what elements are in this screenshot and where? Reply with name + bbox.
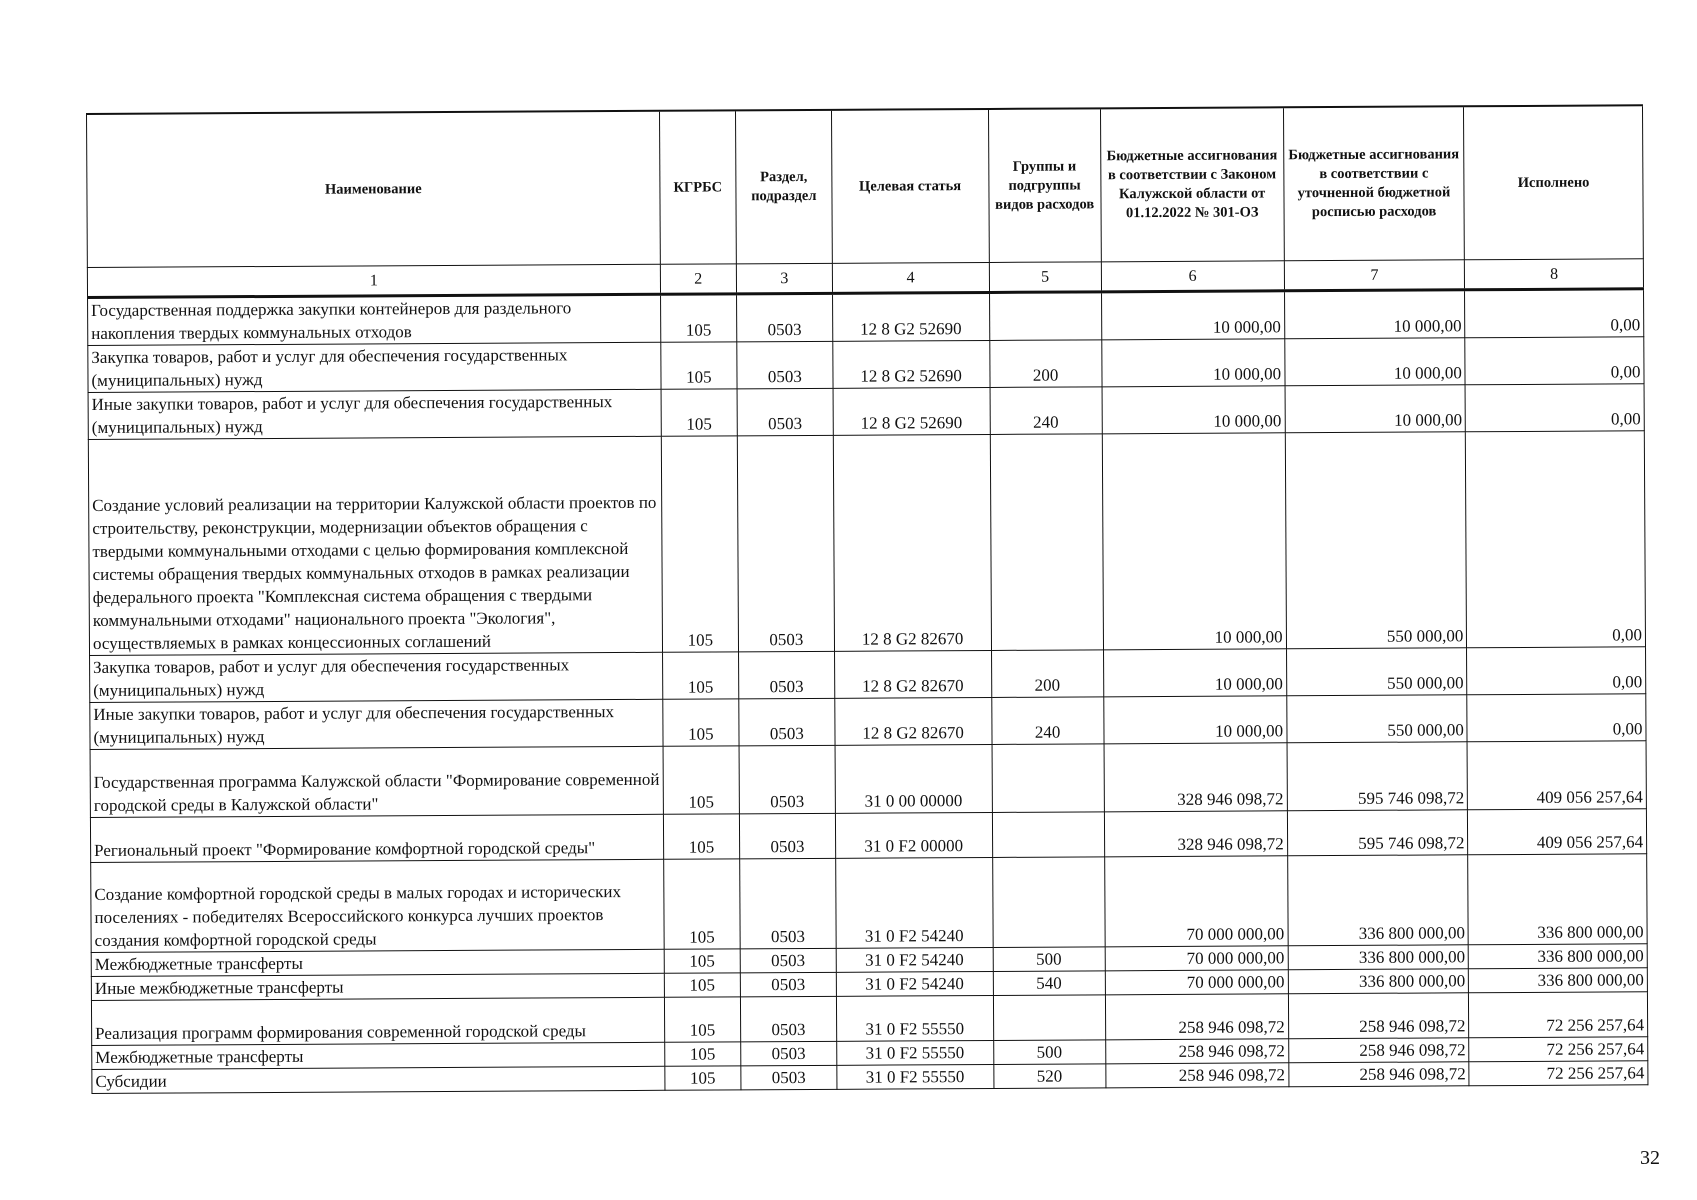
row-celevaya-cell: 31 0 00 00000 bbox=[835, 744, 992, 813]
row-vid-cell bbox=[992, 857, 1105, 948]
row-razdel-cell: 0503 bbox=[737, 388, 833, 436]
row-razdel-cell: 0503 bbox=[739, 813, 835, 859]
header-utochn: Бюджетные ассигнования в соответствии с уточненной бюджетной росписью расходов bbox=[1283, 106, 1465, 261]
row-celevaya-cell: 31 0 F2 00000 bbox=[835, 812, 992, 858]
row-ispolneno-cell: 72 256 257,64 bbox=[1469, 992, 1648, 1038]
row-ispolneno-cell: 0,00 bbox=[1465, 337, 1644, 385]
table-row bbox=[88, 289, 1644, 346]
row-name-cell: Межбюджетные трансферты bbox=[92, 1042, 665, 1069]
header-vid: Группы и подгруппы видов расходов bbox=[988, 108, 1101, 262]
row-ispolneno-cell: 0,00 bbox=[1465, 289, 1644, 338]
row-kgrbs-cell: 105 bbox=[660, 294, 736, 342]
row-ispolneno-cell: 336 800 000,00 bbox=[1469, 944, 1648, 969]
row-utochn-cell: 336 800 000,00 bbox=[1287, 855, 1468, 946]
row-name-cell: Создание комфортной городской среды в малых городах и исторических поселениях - победителях Всероссийского конкурса лучших проектов создания комфортной городской среды bbox=[91, 859, 664, 952]
row-celevaya-cell: 31 0 F2 55550 bbox=[836, 995, 993, 1041]
row-utochn-cell: 258 946 098,72 bbox=[1288, 1038, 1469, 1063]
row-razdel-cell: 0503 bbox=[740, 948, 836, 973]
column-number: 3 bbox=[736, 263, 832, 294]
row-utochn-cell: 258 946 098,72 bbox=[1288, 993, 1469, 1039]
row-vid-cell bbox=[992, 744, 1105, 813]
header-row bbox=[87, 105, 1644, 267]
row-kgrbs-cell: 105 bbox=[663, 699, 739, 746]
row-vid-cell: 200 bbox=[991, 650, 1103, 698]
row-ispolneno-cell: 409 056 257,64 bbox=[1467, 741, 1646, 810]
row-kgrbs-cell: 105 bbox=[664, 973, 740, 997]
row-utochn-cell: 336 800 000,00 bbox=[1288, 945, 1469, 970]
row-zakon-cell: 70 000 000,00 bbox=[1105, 946, 1288, 971]
row-kgrbs-cell: 105 bbox=[664, 949, 740, 973]
row-razdel-cell: 0503 bbox=[740, 858, 836, 949]
row-vid-cell: 540 bbox=[993, 971, 1105, 996]
row-vid-cell bbox=[993, 995, 1105, 1041]
header-name: Наименование bbox=[87, 111, 661, 268]
row-ispolneno-cell: 72 256 257,64 bbox=[1469, 1037, 1648, 1062]
row-kgrbs-cell: 105 bbox=[665, 1066, 741, 1090]
row-celevaya-cell: 12 8 G2 82670 bbox=[834, 650, 991, 698]
row-name-cell: Государственная программа Калужской области "Формирование современной городской среды в Калужской области" bbox=[90, 746, 663, 817]
header-celevaya: Целевая статья bbox=[831, 109, 989, 263]
budget-table-body bbox=[88, 289, 1648, 1094]
row-kgrbs-cell: 105 bbox=[663, 859, 740, 949]
row-ispolneno-cell: 0,00 bbox=[1467, 694, 1646, 742]
row-kgrbs-cell: 105 bbox=[661, 342, 737, 389]
header-zakon: Бюджетные ассигнования в соответствии с Законом Калужской области от 01.12.2022 № 301-ОЗ bbox=[1100, 107, 1284, 262]
row-ispolneno-cell: 0,00 bbox=[1466, 431, 1646, 648]
row-zakon-cell: 258 946 098,72 bbox=[1105, 994, 1288, 1040]
row-razdel-cell: 0503 bbox=[741, 1065, 837, 1090]
row-celevaya-cell: 12 8 G2 82670 bbox=[835, 697, 992, 745]
row-zakon-cell: 258 946 098,72 bbox=[1106, 1063, 1289, 1088]
row-name-cell: Региональный проект "Формирование комфортной городской среды" bbox=[90, 814, 663, 862]
row-name-cell: Субсидии bbox=[92, 1066, 665, 1093]
row-razdel-cell: 0503 bbox=[741, 1041, 837, 1066]
row-razdel-cell: 0503 bbox=[737, 341, 833, 389]
row-zakon-cell: 258 946 098,72 bbox=[1105, 1039, 1288, 1064]
row-kgrbs-cell: 105 bbox=[663, 814, 739, 859]
row-celevaya-cell: 31 0 F2 54240 bbox=[836, 947, 993, 972]
row-vid-cell: 240 bbox=[990, 387, 1102, 435]
row-zakon-cell: 328 946 098,72 bbox=[1104, 743, 1287, 812]
row-razdel-cell: 0503 bbox=[739, 698, 835, 746]
row-vid-cell bbox=[989, 292, 1101, 341]
row-name-cell: Государственная поддержка закупки контейнеров для раздельного накопления твердых коммунальных отходов bbox=[88, 294, 661, 345]
row-utochn-cell: 550 000,00 bbox=[1286, 648, 1467, 696]
row-ispolneno-cell: 0,00 bbox=[1467, 647, 1646, 695]
row-zakon-cell: 10 000,00 bbox=[1103, 696, 1286, 744]
row-ispolneno-cell: 336 800 000,00 bbox=[1468, 854, 1647, 945]
row-name-cell: Иные закупки товаров, работ и услуг для обеспечения государственных (муниципальных) нужд bbox=[90, 699, 663, 749]
row-zakon-cell: 328 946 098,72 bbox=[1104, 811, 1287, 857]
row-utochn-cell: 336 800 000,00 bbox=[1288, 969, 1469, 994]
row-utochn-cell: 10 000,00 bbox=[1285, 385, 1466, 433]
row-celevaya-cell: 31 0 F2 54240 bbox=[835, 857, 992, 948]
row-celevaya-cell: 12 8 G2 82670 bbox=[833, 434, 991, 651]
row-razdel-cell: 0503 bbox=[740, 996, 836, 1042]
row-zakon-cell: 10 000,00 bbox=[1102, 433, 1286, 650]
row-utochn-cell: 10 000,00 bbox=[1284, 338, 1465, 386]
row-zakon-cell: 10 000,00 bbox=[1101, 339, 1284, 387]
row-vid-cell: 520 bbox=[993, 1064, 1105, 1089]
row-utochn-cell: 550 000,00 bbox=[1286, 695, 1467, 743]
row-razdel-cell: 0503 bbox=[739, 745, 835, 814]
row-vid-cell bbox=[992, 812, 1104, 858]
header-ispolneno: Исполнено bbox=[1464, 105, 1643, 259]
row-ispolneno-cell: 0,00 bbox=[1465, 384, 1644, 432]
row-vid-cell: 240 bbox=[991, 697, 1103, 745]
row-utochn-cell: 550 000,00 bbox=[1285, 432, 1467, 649]
row-celevaya-cell: 12 8 G2 52690 bbox=[833, 387, 990, 435]
row-name-cell: Межбюджетные трансферты bbox=[91, 949, 664, 976]
row-zakon-cell: 10 000,00 bbox=[1103, 649, 1286, 697]
row-razdel-cell: 0503 bbox=[738, 651, 834, 699]
row-kgrbs-cell: 105 bbox=[661, 436, 738, 652]
column-number: 4 bbox=[832, 262, 989, 293]
column-number: 8 bbox=[1465, 259, 1644, 290]
row-zakon-cell: 70 000 000,00 bbox=[1104, 856, 1287, 947]
row-celevaya-cell: 12 8 G2 52690 bbox=[833, 340, 990, 388]
row-kgrbs-cell: 105 bbox=[664, 1042, 740, 1066]
table-row bbox=[88, 384, 1644, 440]
column-number: 6 bbox=[1101, 261, 1284, 292]
row-razdel-cell: 0503 bbox=[736, 293, 832, 342]
row-name-cell: Реализация программ формирования современной городской среды bbox=[91, 997, 664, 1045]
table-row bbox=[90, 647, 1646, 703]
budget-sheet bbox=[86, 104, 1648, 1094]
column-number: 1 bbox=[87, 264, 660, 297]
table-row bbox=[90, 809, 1646, 863]
row-ispolneno-cell: 72 256 257,64 bbox=[1469, 1061, 1648, 1086]
row-name-cell: Иные межбюджетные трансферты bbox=[91, 973, 664, 1000]
row-utochn-cell: 595 746 098,72 bbox=[1287, 810, 1468, 856]
row-vid-cell: 500 bbox=[993, 947, 1105, 972]
table-row bbox=[91, 992, 1647, 1046]
table-row bbox=[91, 854, 1647, 953]
row-zakon-cell: 10 000,00 bbox=[1102, 386, 1285, 434]
header-kgrbs: КГРБС bbox=[659, 110, 736, 264]
row-celevaya-cell: 12 8 G2 52690 bbox=[832, 292, 989, 341]
row-vid-cell: 500 bbox=[993, 1040, 1105, 1065]
table-row bbox=[90, 694, 1646, 750]
row-zakon-cell: 10 000,00 bbox=[1101, 291, 1284, 340]
row-celevaya-cell: 31 0 F2 55550 bbox=[837, 1064, 994, 1089]
page-number: 32 bbox=[1640, 1147, 1660, 1169]
row-razdel-cell: 0503 bbox=[740, 972, 836, 997]
row-kgrbs-cell: 105 bbox=[664, 997, 740, 1042]
row-utochn-cell: 258 946 098,72 bbox=[1288, 1062, 1469, 1087]
budget-table bbox=[86, 104, 1648, 1094]
header-razdel: Раздел, подраздел bbox=[735, 110, 832, 264]
table-row bbox=[88, 431, 1645, 656]
row-kgrbs-cell: 105 bbox=[661, 389, 737, 436]
row-razdel-cell: 0503 bbox=[737, 435, 834, 652]
row-celevaya-cell: 31 0 F2 55550 bbox=[836, 1040, 993, 1065]
row-ispolneno-cell: 409 056 257,64 bbox=[1468, 809, 1647, 855]
row-vid-cell: 200 bbox=[989, 340, 1101, 388]
column-number: 5 bbox=[989, 262, 1101, 293]
table-row bbox=[90, 741, 1646, 818]
row-name-cell: Закупка товаров, работ и услуг для обеспечения государственных (муниципальных) нужд bbox=[88, 342, 661, 392]
row-kgrbs-cell: 105 bbox=[663, 746, 740, 814]
row-utochn-cell: 10 000,00 bbox=[1284, 290, 1465, 339]
row-kgrbs-cell: 105 bbox=[662, 652, 738, 699]
row-name-cell: Иные закупки товаров, работ и услуг для обеспечения государственных (муниципальных) нужд bbox=[88, 389, 661, 439]
row-ispolneno-cell: 336 800 000,00 bbox=[1469, 968, 1648, 993]
row-celevaya-cell: 31 0 F2 54240 bbox=[836, 971, 993, 996]
column-number: 7 bbox=[1284, 260, 1465, 291]
table-row bbox=[88, 337, 1644, 393]
row-name-cell: Создание условий реализации на территории Калужской области проектов по строительству, реконструкции, модернизации объектов обращения с твердыми коммунальными отходами с целью формирования комплексной системы обращения твердых коммунальных отходов в рамках реализации федерального проекта "Комплексная система обращения с твердыми коммунальными отходами" национального проекта "Экология", осуществляемых в рамках концессионных соглашений bbox=[88, 436, 662, 655]
row-name-cell: Закупка товаров, работ и услуг для обеспечения государственных (муниципальных) нужд bbox=[90, 652, 663, 702]
row-vid-cell bbox=[990, 434, 1103, 651]
row-utochn-cell: 595 746 098,72 bbox=[1287, 742, 1468, 811]
row-zakon-cell: 70 000 000,00 bbox=[1105, 970, 1288, 995]
column-number: 2 bbox=[660, 264, 736, 294]
